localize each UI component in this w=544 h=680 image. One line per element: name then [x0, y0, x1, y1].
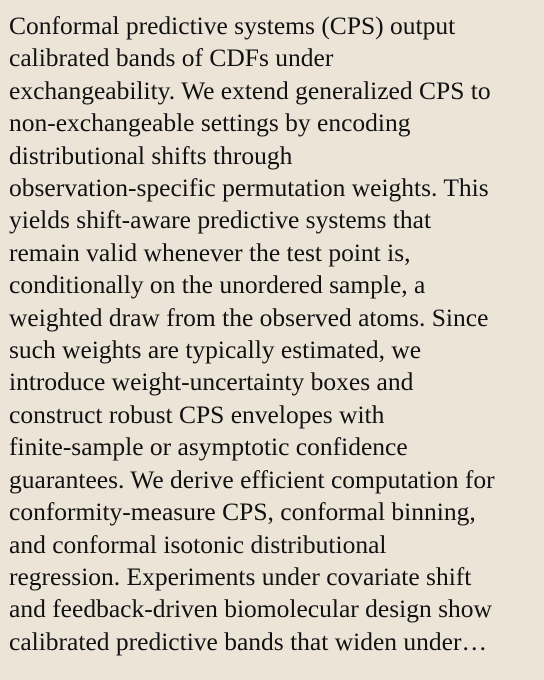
text-line: finite-sample or asymptotic confidence — [9, 432, 408, 462]
text-line: regression. Experiments under covariate shift — [9, 561, 472, 591]
abstract-text — [9, 10, 536, 658]
text-line: construct robust CPS envelopes with — [9, 399, 385, 429]
text-line: weighted draw from the observed atoms. Since — [9, 302, 489, 332]
text-line: conformity-measure CPS, conformal binning, — [9, 497, 476, 527]
text-line: exchangeability. We extend generalized CPS to — [9, 75, 491, 105]
text-line: such weights are typically estimated, we — [9, 335, 422, 365]
text-line: distributional shifts through — [9, 140, 293, 170]
text-line: calibrated predictive bands that widen under… — [9, 626, 487, 656]
text-line: guarantees. We derive efficient computation for — [9, 464, 495, 494]
text-line: non-exchangeable settings by encoding — [9, 108, 411, 138]
text-line: remain valid whenever the test point is, — [9, 237, 411, 267]
text-line: conditionally on the unordered sample, a — [9, 270, 426, 300]
text-line: observation-specific permutation weights. This — [9, 173, 489, 203]
text-line: and conformal isotonic distributional — [9, 529, 387, 559]
text-line: introduce weight-uncertainty boxes and — [9, 367, 414, 397]
text-line: yields shift-aware predictive systems that — [9, 205, 432, 235]
text-line: Conformal predictive systems (CPS) output — [9, 11, 456, 40]
text-line: calibrated bands of CDFs under — [9, 43, 334, 73]
text-line: and feedback-driven biomolecular design show — [9, 594, 492, 624]
